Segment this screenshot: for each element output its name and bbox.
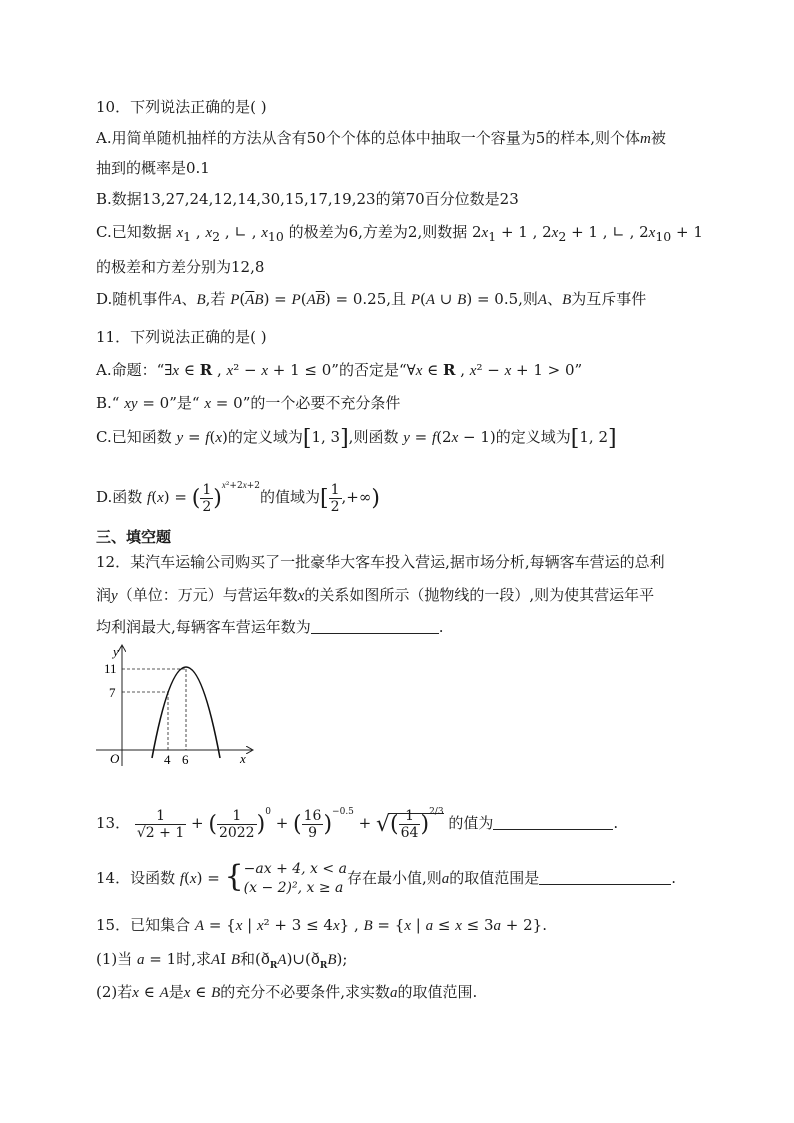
section-title: 三、填空题 (96, 528, 172, 546)
profit-graph (94, 642, 264, 772)
q10-option-a-line2: 抽到的概率是0.1 (96, 159, 210, 177)
y-tick-11: 11 (104, 661, 117, 676)
q15-sub2: (2)若x ∈ A是x ∈ B的充分不必要条件,求实数a的取值范围. (96, 983, 478, 1001)
q12-line2: 润y（单位：万元）与营运年数x的关系如图所示（抛物线的一段）,则为使其营运年平 (96, 586, 655, 604)
formula-f2x1: y = f(2x − 1) (403, 428, 496, 446)
formula-xy: xy = 0 (124, 394, 170, 412)
formula-x0: x = 0 (204, 394, 243, 412)
formula-exp-fn: f(x) = ( $\frac{1}{2}$ )$^{x^2+2x+2}$ (147, 480, 260, 515)
formula-range: [ $\frac{1}{2}$ ,+∞) (320, 481, 380, 515)
formula-data-x: $x_1$ , $x_2$ , ∟ , $x_{10}$ (176, 223, 284, 244)
q10-stem: 10．下列说法正确的是( ) (96, 98, 267, 116)
formula-probabilities: $P(\overline{A}B) = P(A\overline{B})$ (230, 290, 336, 308)
formula-q13: $\frac{1}{√2 + 1}$ + ( $\frac{1}{2022}$ )$^0$ + ( $\frac{16}{9}$ )$^{-0.5}$ + √( $\frac{1}{64}$ )$^{2/3}$ (136, 807, 444, 841)
formula-fx: y = f(x) (176, 428, 228, 446)
q14: 14．设函数 f(x) = { −ax + 4, x < a (x − 2)², x ≥ a 存在最小值,则a的取值范围是 . (96, 859, 677, 896)
x-axis-label: x (240, 751, 246, 766)
q11-option-d: D.函数 f(x) = ( $\frac{1}{2}$ )$^{x^2+2x+2}$的值域为[ $\frac{1}{2}$ ,+∞) (96, 480, 380, 515)
q15-sub1: (1)当 a = 1时,求AI B和$(ð_RA)\cup(ð_RB)$; (96, 950, 348, 971)
q15-stem: 15．已知集合 A = {x | x² + 3 ≤ 4x} , B = {x | a ≤ x ≤ 3a + 2}. (96, 916, 547, 934)
formula-set-b: B = {x | a ≤ x ≤ 3a + 2} (363, 916, 543, 934)
answer-blank[interactable] (539, 868, 671, 885)
formula-forall: ∀x ∈ R , x² − x + 1 > 0 (406, 361, 575, 379)
q11-option-a: A.命题：“∃x ∈ R , x² − x + 1 ≤ 0”的否定是“∀x ∈ R , x² − x + 1 > 0” (96, 361, 583, 379)
x-tick-4: 4 (164, 752, 171, 767)
q11-stem: 11．下列说法正确的是( ) (96, 328, 267, 346)
answer-blank[interactable] (311, 617, 439, 634)
q10-option-a-line1: A.用简单随机抽样的方法从含有50个个体的总体中抽取一个容量为5的样本,则个体m被 (96, 129, 666, 147)
answer-blank[interactable] (493, 813, 613, 830)
q11-option-b: B.“ xy = 0”是“ x = 0”的一个必要不充分条件 (96, 394, 401, 412)
formula-data-2x: $2x_1 + 1$ , $2x_2 + 1$ , ∟ , $2x_{10} + 1$ (467, 223, 703, 244)
y-tick-7: 7 (109, 685, 116, 700)
q14-case1: −ax + 4, x < a (243, 861, 347, 877)
q14-case2: (x − 2)², x ≥ a (243, 880, 344, 896)
q13: 13． $\frac{1}{√2 + 1}$ + ( $\frac{1}{2022}$ )$^0$ + ( $\frac{16}{9}$ )$^{-0.5}$ + √( $\frac{1}{64}$ )$^{2/3}$ 的值为 . (96, 807, 619, 841)
q10-option-c-line1: C.已知数据 $x_1$ , $x_2$ , ∟ , $x_{10}$ 的极差为6,方差为2,则数据 $2x_1 + 1$ , $2x_2 + 1$ , ∟ , $2x_{10} + 1$ (96, 223, 703, 244)
q11-option-c: C.已知函数 y = f(x)的定义域为[1, 3],则函数 y = f(2x − 1)的定义域为[1, 2] (96, 426, 617, 451)
y-axis-label: y (113, 644, 119, 659)
q10-option-b: B.数据13,27,24,12,14,30,15,17,19,23的第70百分位数是23 (96, 190, 519, 208)
formula-exists: ∃x ∈ R , x² − x + 1 ≤ 0 (164, 361, 332, 379)
formula-complement-union: $(ð_RA)\cup(ð_RB)$ (255, 950, 343, 971)
q12-line3: 均利润最大,每辆客车营运年数为 . (96, 618, 444, 636)
formula-union: P(A ∪ B) (410, 290, 477, 308)
q10-option-d: D.随机事件A、B,若 $P(\overline{A}B) = P(A\overline{B}) = 0.25$,且 P(A ∪ B) = 0.5,则A、B为互斥事件 (96, 290, 647, 308)
x-tick-6: 6 (182, 752, 189, 767)
q12-line1: 12．某汽车运输公司购买了一批豪华大客车投入营运,据市场分析,每辆客车营运的总利 (96, 553, 665, 571)
q10-option-c-line2: 的极差和方差分别为12,8 (96, 258, 265, 276)
origin-label: O (110, 751, 120, 766)
formula-set-a: A = {x | x² + 3 ≤ 4x} (194, 916, 350, 934)
